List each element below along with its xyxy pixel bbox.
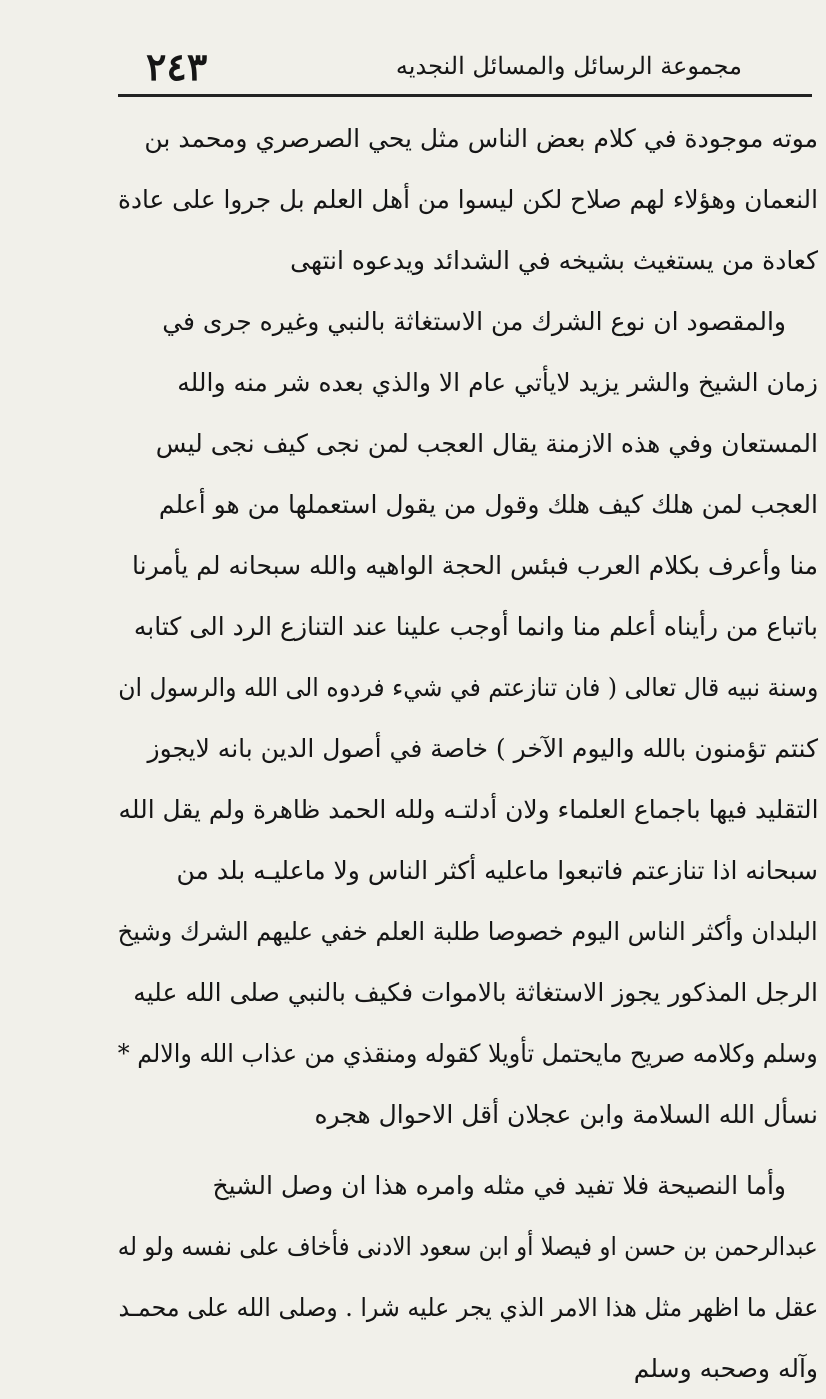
text-line: باتباع من رأيناه أعلم منا وانما أوجب علينا عند التنازع الرد الى كتابه — [133, 612, 818, 641]
text-line: عقل ما اظهر مثل هذا الامر الذي يجر عليه شرا . وصلى الله على محمـد — [117, 1293, 818, 1322]
text-line: زمان الشيخ والشر يزيد لايأتي عام الا والذي بعده شر منه والله — [177, 368, 818, 397]
text-line: المستعان وفي هذه الازمنة يقال العجب لمن نجى كيف نجى ليس — [155, 429, 818, 458]
text-line: العجب لمن هلك كيف هلك وقول من يقول استعملها من هو أعلم — [158, 490, 818, 519]
running-header — [118, 44, 812, 94]
text-line: موته موجودة في كلام بعض الناس مثل يحي الصرصري ومحمد بن — [144, 124, 818, 153]
text-line: كنتم تؤمنون بالله واليوم الآخر ) خاصة في أصول الدين بانه لايجوز — [147, 734, 818, 763]
text-line: وسلم وكلامه صريح مايحتمل تأويلا كقوله ومنقذي من عذاب الله والالم * — [117, 1039, 818, 1068]
text-line: والمقصود ان نوع الشرك من الاستغاثة بالنبي وغيره جرى في — [162, 307, 786, 336]
running-header-title: مجموعة الرسائل والمسائل النجديه — [395, 52, 742, 80]
text-line: سبحانه اذا تنازعتم فاتبعوا ماعليه أكثر الناس ولا ماعليـه بلد من — [176, 856, 818, 885]
text-line: النعمان وهؤلاء لهم صلاح لكن ليسوا من أهل العلم بل جروا على عادة — [118, 185, 818, 214]
text-line: نسأل الله السلامة وابن عجلان أقل الاحوال هجره — [314, 1100, 818, 1129]
text-line: كعادة من يستغيث بشيخه في الشدائد ويدعوه انتهى — [290, 246, 818, 275]
header-rule — [118, 94, 812, 97]
text-line: البلدان وأكثر الناس اليوم خصوصا طلبة العلم خفي عليهم الشرك وشيخ — [118, 917, 818, 946]
page-number: ٢٤٣ — [146, 44, 208, 89]
body-text — [118, 108, 818, 1399]
text-line: عبدالرحمن بن حسن او فيصلا أو ابن سعود الادنى فأخاف على نفسه ولو له — [117, 1232, 818, 1261]
text-line: وسنة نبيه قال تعالى ( فان تنازعتم في شيء فردوه الى الله والرسول ان — [117, 673, 818, 702]
text-line: وأما النصيحة فلا تفيد في مثله وامره هذا ان وصل الشيخ — [212, 1171, 786, 1200]
text-line: التقليد فيها باجماع العلماء ولان أدلتـه ولله الحمد ظاهرة ولم يقل الله — [118, 795, 818, 824]
text-line: الرجل المذكور يجوز الاستغاثة بالاموات فكيف بالنبي صلى الله عليه — [133, 978, 818, 1007]
text-line: وآله وصحبه وسلم — [633, 1354, 818, 1383]
text-line: منا وأعرف بكلام العرب فبئس الحجة الواهيه والله سبحانه لم يأمرنا — [132, 551, 818, 580]
